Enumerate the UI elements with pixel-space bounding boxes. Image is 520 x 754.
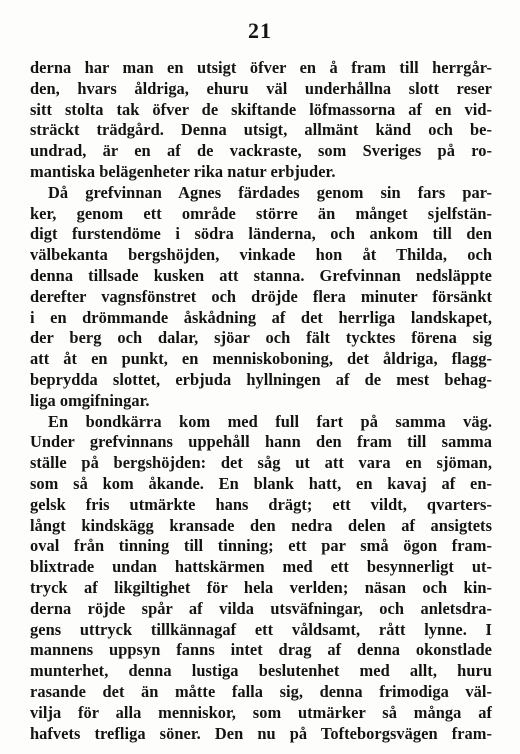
text-line: En bondkärra kom med full fart på samma väg. xyxy=(48,411,492,431)
text-line: digt furstendöme i södra länderna, och ankom till den xyxy=(30,224,492,244)
text-line: vilja för alla menniskor, som utmärker så många af xyxy=(30,702,492,722)
text-line: oval från tinning till tinning; ett par små ögon fram- xyxy=(30,536,492,556)
text-line: Under grefvinnans uppehåll hann den fram till samma xyxy=(30,432,492,452)
text-line: ker, genom ett område större än månget sjelfstän- xyxy=(30,203,492,223)
text-line: gelsk fris utmärkte hans drägt; ett vildt, qvarters- xyxy=(30,494,492,514)
text-line: i en drömmande åskådning af det herrliga landskapet, xyxy=(30,307,492,327)
text-line: denna tillsade kusken att stanna. Grefvinnan nedsläppte xyxy=(30,265,492,285)
text-line: långt kindskägg kransade den nedra delen af ansigtets xyxy=(30,515,492,535)
text-line: välbekanta bergshöjden, vinkade hon åt Thilda, och xyxy=(30,245,492,265)
text-line: liga omgifningar. xyxy=(30,390,150,410)
text-line: mannens uppsyn fanns intet drag af denna okonstlade xyxy=(30,640,492,660)
text-line: sträckt trädgård. Denna utsigt, allmänt känd och be- xyxy=(30,120,492,140)
page-number: 21 xyxy=(248,18,272,43)
text-line: att åt en punkt, en menniskoboning, det åldriga, flagg- xyxy=(30,349,492,369)
text-line: tryck af likgiltighet för hela verlden; näsan och kin- xyxy=(30,577,492,597)
text-line: den, hvars åldriga, ehuru väl underhållna slott reser xyxy=(30,78,492,98)
text-line: gens uttryck tillkännagaf ett våldsamt, rått lynne. I xyxy=(30,619,492,639)
text-line: som så kom åkande. En blank hatt, en kavaj af en- xyxy=(30,473,492,493)
text-line: derna röjde spår af vilda utsväfningar, och anletsdra- xyxy=(30,598,492,618)
text-line: derefter vagnsfönstret och dröjde flera minuter försänkt xyxy=(30,286,492,306)
text-line: sitt stolta tak öfver de skiftande löfmassorna af en vid- xyxy=(30,99,492,119)
text-line: hafvets trefliga söner. Den nu på Tofteborgsvägen fram- xyxy=(30,723,492,743)
text-line: rasande det än måtte falla sig, denna frimodiga väl- xyxy=(30,681,492,701)
text-line: der berg och dalar, sjöar och fält tycktes förena sig xyxy=(30,328,492,348)
text-line: ställe på bergshöjden: det såg ut att vara en sjöman, xyxy=(30,453,492,473)
text-line: mantiska belägenheter rika natur erbjuder. xyxy=(30,161,336,181)
body-text xyxy=(30,58,492,744)
text-line: munterhet, denna lustiga beslutenhet med allt, huru xyxy=(30,661,492,681)
text-line: beprydda slottet, erbjuda hyllningen af de mest behag- xyxy=(30,369,492,389)
text-line: undrad, är en af de vackraste, som Sveriges på ro- xyxy=(30,141,492,161)
text-line: Då grefvinnan Agnes färdades genom sin fars par- xyxy=(48,182,492,202)
text-line: derna har man en utsigt öfver en å fram till herrgår- xyxy=(30,58,492,77)
text-line: blixtrade undan hattskärmen med ett besynnerligt ut- xyxy=(30,557,492,577)
